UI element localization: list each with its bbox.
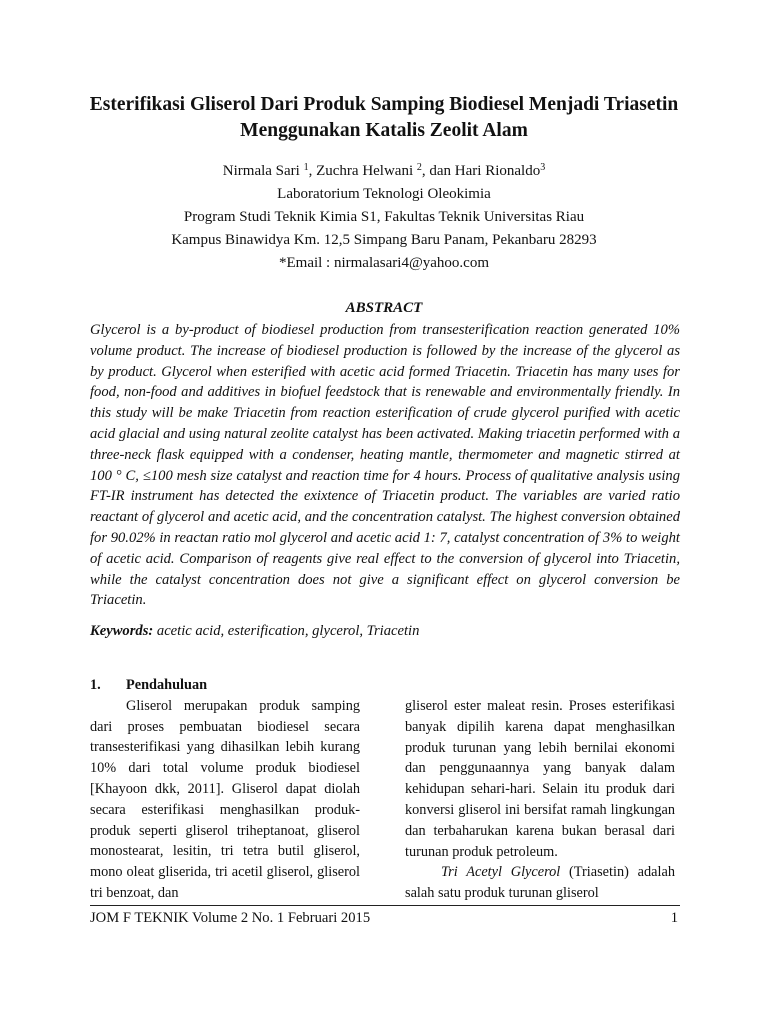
body-paragraph <box>405 862 675 904</box>
paragraph-text: (Triasetin) adalah salah satu produk turunan gliserol <box>405 864 675 902</box>
footer-divider <box>90 905 680 906</box>
author-block <box>80 160 688 275</box>
abstract-heading: ABSTRACT <box>345 300 423 316</box>
body-column-left <box>90 675 360 904</box>
affiliation-lab: Laboratorium Teknologi Oleokimia <box>277 186 491 202</box>
author-1-affiliation-mark: 1 <box>303 162 309 173</box>
paper-title <box>80 92 688 144</box>
author-3-affiliation-mark: 3 <box>540 162 546 173</box>
body-column-right <box>405 696 675 904</box>
keywords-label: Keywords: <box>90 623 154 639</box>
footer-page-number: 1 <box>670 910 678 926</box>
title-line-2: Menggunakan Katalis Zeolit Alam <box>240 120 528 141</box>
keywords-line <box>90 623 680 640</box>
footer-journal: JOM F TEKNIK Volume 2 No. 1 Februari 2015 <box>90 910 371 926</box>
author-2-affiliation-mark: 2 <box>416 162 422 173</box>
body-paragraph-continued: gliserol ester maleat resin. Proses esterifikasi banyak dipilih karena dapat menghasilkan produk turunan yang lebih bernilai ekonomi dan penggunaannya yang banyak dalam kehidupan sehari-hari. Selain itu produk dari konversi gliserol ini bersifat ramah lingkungan dan terbaharukan karena bukan berasal dari turunan produk petroleum. <box>405 698 675 860</box>
author-2: , Zuchra Helwani <box>308 163 414 179</box>
keywords-text: acetic acid, esterification, glycerol, Triacetin <box>153 623 420 639</box>
author-1: Nirmala Sari <box>222 163 300 179</box>
affiliation-program: Program Studi Teknik Kimia S1, Fakultas Teknik Universitas Riau <box>183 209 585 225</box>
italic-term: Tri Acetyl Glycerol <box>441 864 561 881</box>
title-line-1: Esterifikasi Gliserol Dari Produk Samping Biodiesel Menjadi Triasetin <box>89 94 679 115</box>
abstract-text: Glycerol is a by-product of biodiesel production from transesterification reaction generated 10% volume product. The increase of biodiesel production is followed by the increase of the glycerol as by product. Glycerol when esterified with acetic acid formed Triacetin. Triacetin has many uses for food, non-food and additives in biofuel feedstock that is renewable and environmentally friendly. In this study will be make Triacetin from reaction esterification of crude glycerol purified with acetic acid glacial and using natural zeolite catalyst has been activated. Making triacetin performed with a three-neck flask equipped with a condenser, heating mantle, thermometer and magnetic stirred at 100 ° C, ≤100 mesh size catalyst and reaction time for 4 hours. Process of qualitative analysis using FT-IR instrument has detected the exixtence of Triacetin product. The variables are varied ratio reactant of glycerol and acetic acid, and the concentration catalyst. The highest conversion obtained for 90.02% in reactan ratio mol glycerol and acetic acid 1: 7, catalyst concentration of 3% to weight of acetic acid. Comparison of reagents give real effect to the conversion of glycerol into Triacetin, while the catalyst concentration does not give a significant effect on glycerol conversion be Triacetin. <box>90 322 680 609</box>
author-3: , dan Hari Rionaldo <box>421 163 541 179</box>
section-title: Pendahuluan <box>126 677 208 693</box>
affiliation-address: Kampus Binawidya Km. 12,5 Simpang Baru Panam, Pekanbaru 28293 <box>171 232 597 248</box>
section-heading <box>90 675 360 696</box>
section-number: 1. <box>90 677 101 693</box>
author-names <box>80 160 688 183</box>
author-email: *Email : nirmalasari4@yahoo.com <box>278 255 489 271</box>
body-paragraph: Gliserol merupakan produk samping dari proses pembuatan biodiesel secara transesterifikasi yang dihasilkan lebih kurang 10% dari total volume produk biodiesel [Khayoon dkk, 2011]. Gliserol dapat diolah secara esterifikasi menghasilkan produk-produk seperti gliserol triheptanoat, gliserol monostearat, lesitin, tri tetra butil gliserol, mono oleat gliserida, tri acetil gliserol, gliserol tri benzoat, dan <box>90 697 360 901</box>
